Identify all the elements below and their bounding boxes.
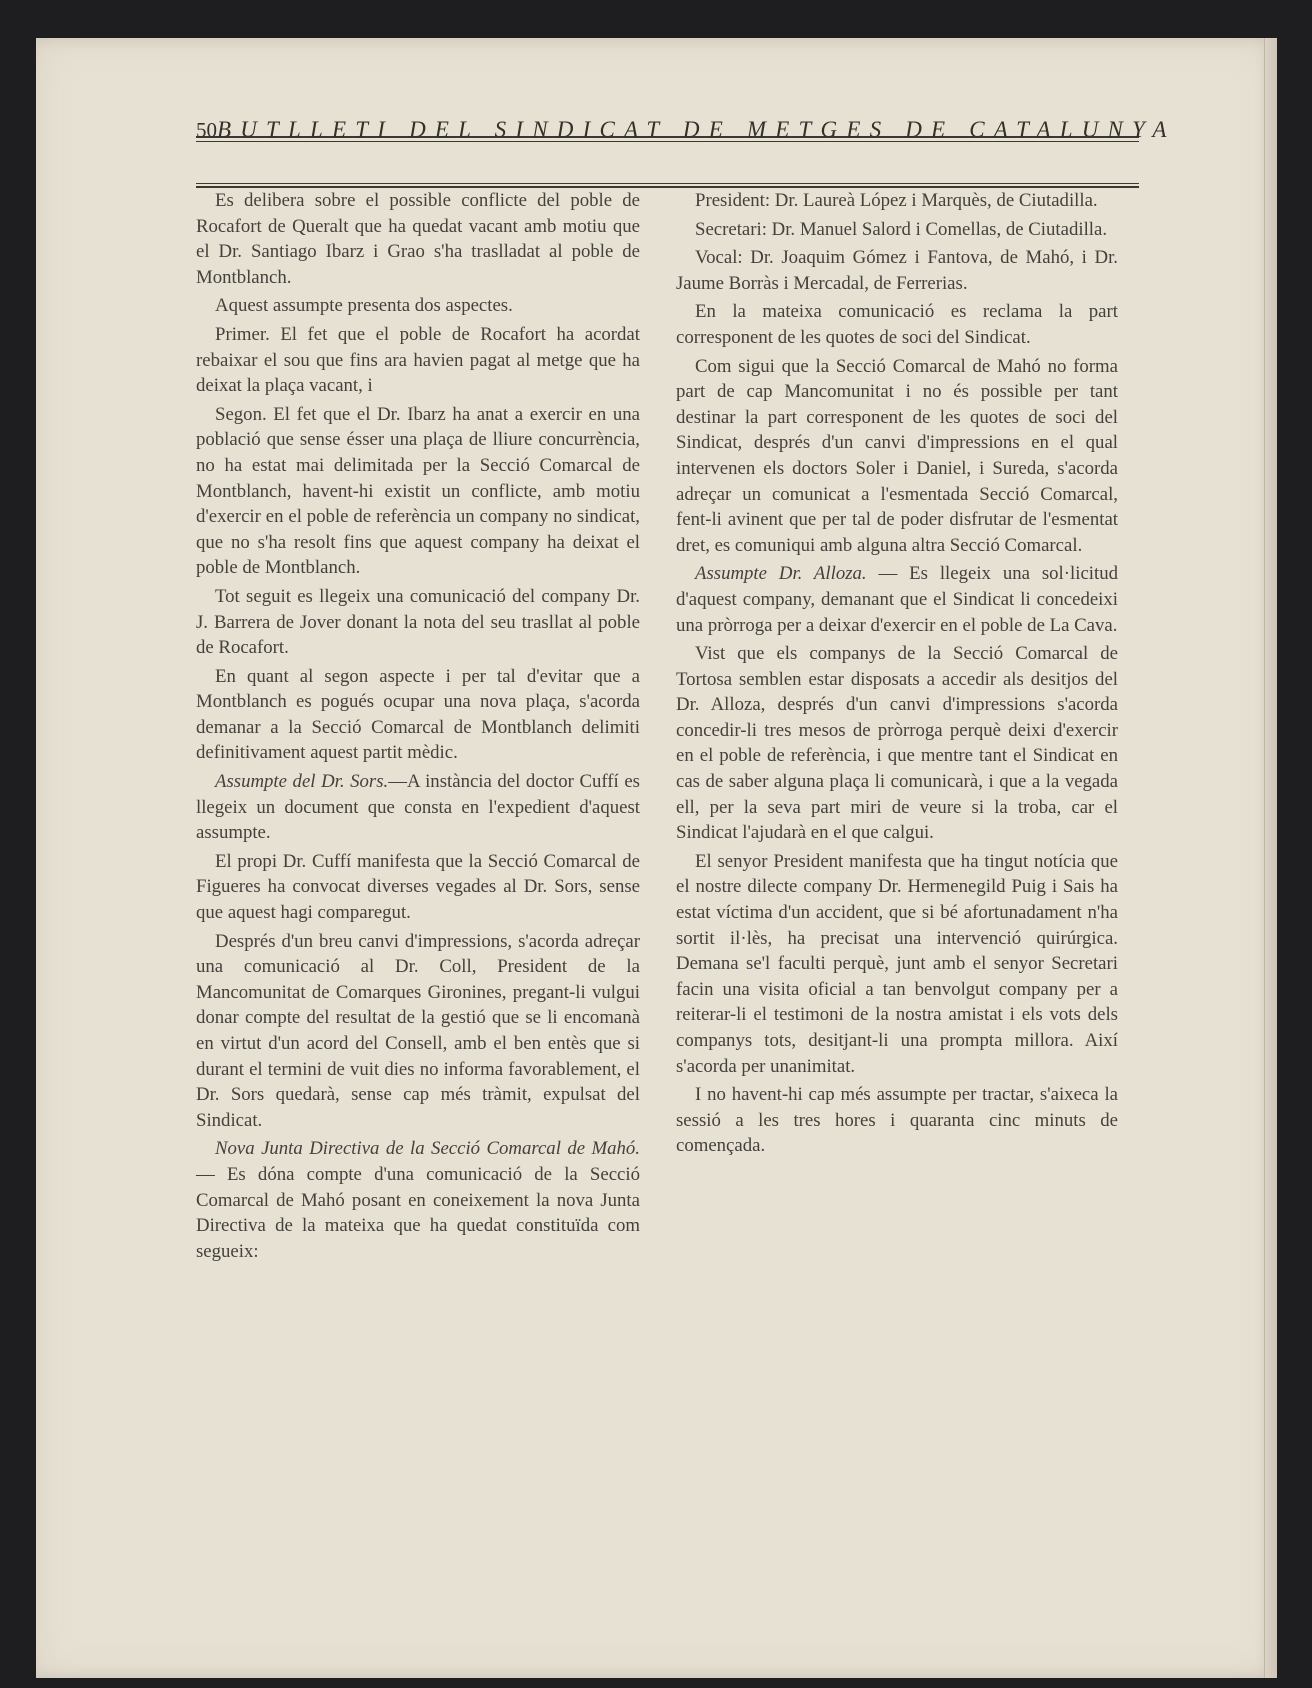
paragraph-text: — Es dóna compte d'una comunicació de la Secció Comarcal de Mahó posant en coneixement la nova Junta Directiva de la mateixa que ha quedat constituïda com segueix: [196,1163,640,1262]
paragraph: Es delibera sobre el possible conflicte del poble de Rocafort de Queralt que ha quedat vacant amb motiu que el Dr. Santiago Ibarz i Grao s'ha traslladat al poble de Montblanch. [196,190,640,288]
paragraph [676,561,1118,638]
right-column [676,188,1118,1162]
paragraph: Secretari: Dr. Manuel Salord i Comellas, de Ciutadilla. [695,218,1108,240]
paragraph: Vist que els companys de la Secció Comarcal de Tortosa semblen estar disposats a accedir als desitjos del Dr. Alloza, després d'un canvi d'impressions s'acorda concedir-li tres mesos de pròrroga perquè deixi d'exercir en el poble de referència, i que mentre tant el Sindicat en cas de saber alguna plaça li comunicarà, i que a la vegada ell, per la seva part miri de veure si la troba, car el Sindicat l'ajudarà en el que calgui. [676,643,1118,844]
paragraph: Com sigui que la Secció Comarcal de Mahó no forma part de cap Mancomunitat i no és possible per tant destinar la part corresponent de les quotes de soci del Sindicat, després d'un canvi d'impressions en el qual intervenen els doctors Soler i Daniel, i Sureda, s'acorda adreçar un comunicat a l'esmentada Secció Comarcal, fent-li avinent que per tal de poder disfrutar de l'esmentat dret, es comuniqui amb alguna altra Secció Comarcal. [676,355,1118,556]
page-edge [1264,38,1277,1678]
paragraph: Primer. El fet que el poble de Rocafort ha acordat rebaixar el sou que fins ara havien pagat al metge que ha deixat la plaça vacant, i [196,323,640,397]
running-header [196,108,1176,152]
paragraph: President: Dr. Laureà López i Marquès, de Ciutadilla. [695,190,1098,211]
header-bottom-rule-thin [196,183,1139,184]
running-title: BUTLLETI DEL SINDICAT DE METGES DE CATALUNYA [217,117,1176,142]
paragraph-text: —A instància del doctor Cuffí es llegeix un document que consta en l'expedient d'aquest assumpte. [196,771,640,844]
left-column [196,188,640,1267]
section-heading: Assumpte Dr. Alloza. [695,563,867,585]
section-heading: Assumpte del Dr. Sors. [215,771,389,793]
paragraph: Aquest assumpte presenta dos aspectes. [215,295,513,317]
paragraph: Vocal: Dr. Joaquim Gómez i Fantova, de Mahó, i Dr. Jaume Borràs i Mercadal, de Ferrerias. [676,247,1118,294]
paragraph: Tot seguit es llegeix una comunicació del company Dr. J. Barrera de Jover donant la nota del seu trasllat al poble de Rocafort. [196,585,640,659]
paragraph: El senyor President manifesta que ha tingut notícia que el nostre dilecte company Dr. Hermenegild Puig i Sais ha estat víctima d'un accident, que si bé afortunadament n'ha sortit il·lès, ha precisat una intervenció quirúrgica. Demana se'l faculti perquè, junt amb el senyor Secretari facin una visita oficial a tan benvolgut company per a reiterar-li el testimoni de la nostra amistat i els vots dels companys tots, desitjant-li una prompta millora. Així s'acorda per unanimitat. [676,850,1118,1077]
paragraph: I no havent-hi cap més assumpte per tractar, s'aixeca la sessió a les tres hores i quaranta cinc minuts de començada. [676,1084,1118,1157]
paragraph [196,769,640,846]
paragraph: Segon. El fet que el Dr. Ibarz ha anat a exercir en una població que sense ésser una plaça de lliure concurrència, no ha estat mai delimitada per la Secció Comarcal de Montblanch, havent-hi existit un conflicte, amb motiu d'exercir en el poble de referència un company no sindicat, que no s'ha resolt fins que aquest company ha deixat el poble de Montblanch. [196,403,640,579]
page-number: 50 [196,117,217,142]
paragraph: El propi Dr. Cuffí manifesta que la Secció Comarcal de Figueres ha convocat diverses vegades al Dr. Sors, sense que aquest hagi comparegut. [196,850,640,924]
section-heading: Nova Junta Directiva de la Secció Comarcal de Mahó. [215,1138,640,1160]
paragraph: En la mateixa comunicació es reclama la part corresponent de les quotes de soci del Sindicat. [676,301,1118,348]
paragraph [196,1136,640,1264]
paragraph: Després d'un breu canvi d'impressions, s'acorda adreçar una comunicació al Dr. Coll, President de la Mancomunitat de Comarques Gironines, pregant-li vulgui donar compte del resultat de la gestió que se li encomanà en virtut d'un acord del Consell, amb el ben entès que si durant el termini de vuit dies no informa favorablement, el Dr. Sors quedarà, sense cap més tràmit, expulsat del Sindicat. [196,930,640,1131]
paragraph-text: — Es llegeix una sol·licitud d'aquest company, demanant que el Sindicat li concedeixi una pròrroga per a deixar d'exercir en el poble de La Cava. [676,563,1118,636]
paragraph: En quant al segon aspecte i per tal d'evitar que a Montblanch es pogués ocupar una nova plaça, s'acorda demanar a la Secció Comarcal de Montblanch delimiti definitivament aquest partit mèdic. [196,665,640,764]
